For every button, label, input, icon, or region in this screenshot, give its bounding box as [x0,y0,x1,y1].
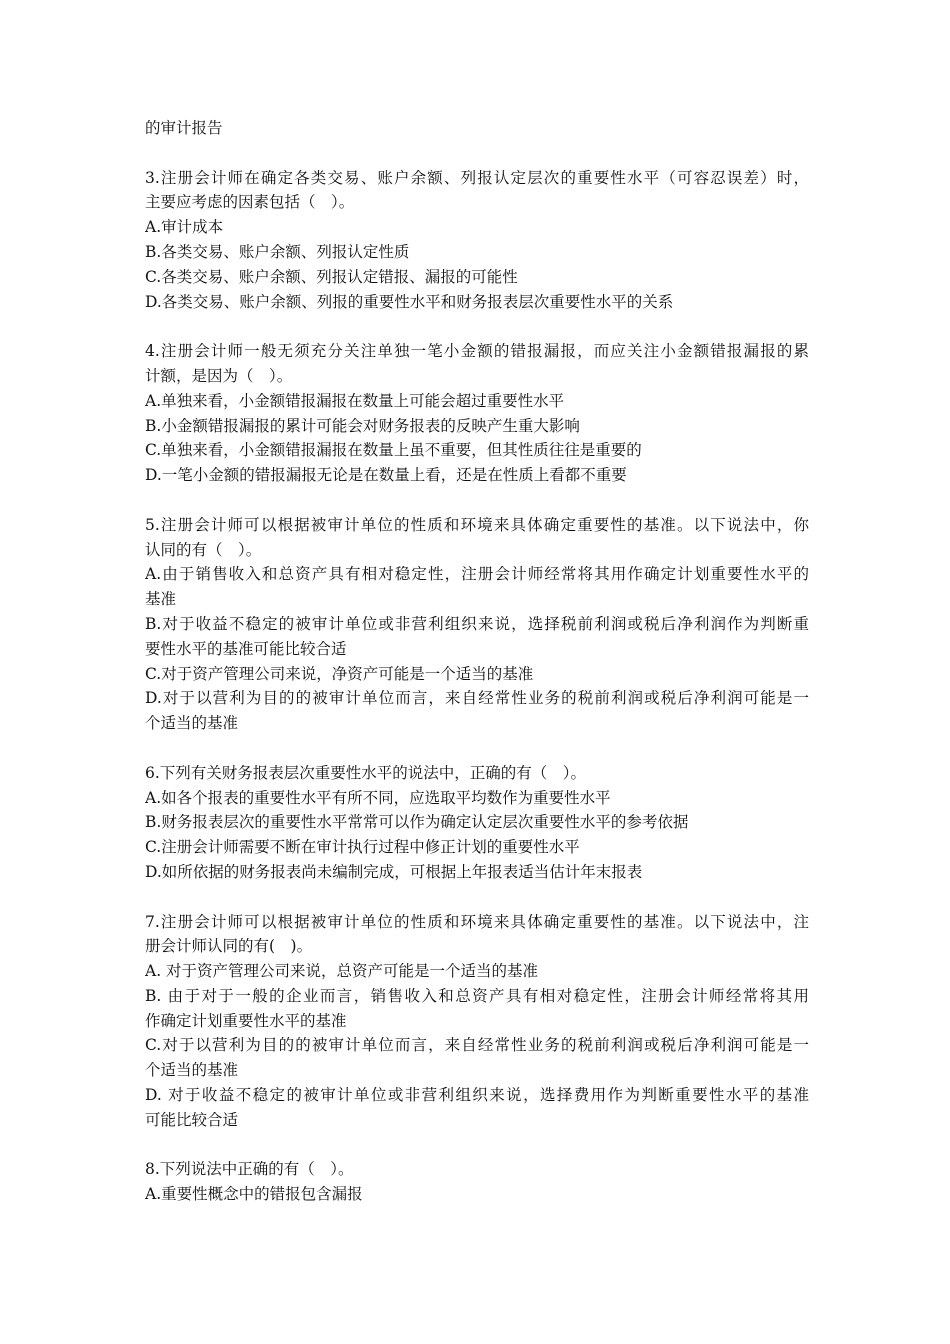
question-text-line: 要性水平的基准可能比较合适 [145,639,347,658]
question-text-line: A.重要性概念中的错报包含漏报 [145,1185,363,1204]
question-text-line: 个适当的基准 [145,1061,239,1080]
question-text-line: B.财务报表层次的重要性水平常常可以作为确定认定层次重要性水平的参考依据 [145,813,689,832]
paragraph-gap [145,736,809,761]
question-block [145,1157,809,1207]
question-block [145,339,809,488]
question-text-line: B.对于收益不稳定的被审计单位或非营利组织来说，选择税前利润或税后净利润作为判断重 [145,614,809,633]
question-text-line: A.由于销售收入和总资产具有相对稳定性，注册会计师经常将其用作确定计划重要性水平的 [145,565,809,584]
question-text-line: 册会计师认同的有( )。 [145,937,313,956]
document-body [145,116,809,1207]
question-stem-line: 6.下列有关财务报表层次重要性水平的说法中，正确的有（ ）。 [145,763,587,782]
question-text-line: 作确定计划重要性水平的基准 [145,1011,347,1030]
question-text-line: 计额，是因为（ ）。 [145,366,293,385]
question-text-line: C.各类交易、账户余额、列报认定错报、漏报的可能性 [145,267,518,286]
question-text-line: A.如各个报表的重要性水平有所不同，应选取平均数作为重要性水平 [145,788,611,807]
paragraph-gap [145,1133,809,1158]
paragraph-gap [145,141,809,166]
question-text-line: C.注册会计师需要不断在审计执行过程中修正计划的重要性水平 [145,838,580,857]
question-text-line: D.对于以营利为目的的被审计单位而言，来自经常性业务的税前利润或税后净利润可能是一 [145,689,809,708]
question-text-line: 个适当的基准 [145,714,239,733]
question-text-line: 主要应考虑的因素包括（ ）。 [145,193,355,212]
paragraph-gap [145,885,809,910]
question-text-line: 认同的有（ ）。 [145,540,262,559]
question-text-line: B.小金额错报漏报的累计可能会对财务报表的反映产生重大影响 [145,416,580,435]
question-text-line: D.如所依据的财务报表尚未编制完成，可根据上年报表适当估计年末报表 [145,862,643,881]
question-text-line: B. 由于对于一般的企业而言，销售收入和总资产具有相对稳定性，注册会计师经常将其用 [145,986,809,1005]
question-text-line: C.对于以营利为目的的被审计单位而言，来自经常性业务的税前利润或税后净利润可能是一 [145,1036,809,1055]
question-text-line: A. 对于资产管理公司来说，总资产可能是一个适当的基准 [145,962,539,981]
question-block [145,166,809,315]
question-text-line: D.各类交易、账户余额、列报的重要性水平和财务报表层次重要性水平的关系 [145,292,674,311]
question-text-line: 可能比较合适 [145,1110,239,1129]
question-stem-line: 8.下列说法中正确的有（ ）。 [145,1160,354,1179]
question-text-line: C.单独来看，小金额错报漏报在数量上虽不重要，但其性质往往是重要的 [145,441,642,460]
question-text-line: A.单独来看，小金额错报漏报在数量上可能会超过重要性水平 [145,391,565,410]
question-text-line: B.各类交易、账户余额、列报认定性质 [145,242,410,261]
question-text-line: 基准 [145,590,177,609]
question-text-line: D. 对于收益不稳定的被审计单位或非营利组织来说，选择费用作为判断重要性水平的基准 [145,1086,809,1105]
paragraph-gap [145,488,809,513]
question-text-line: D.一笔小金额的错报漏报无论是在数量上看，还是在性质上看都不重要 [145,466,627,485]
question-block [145,761,809,885]
question-stem-line: 4.注册会计师一般无须充分关注单独一笔小金额的错报漏报，而应关注小金额错报漏报的累 [145,342,809,361]
question-text-line: A.审计成本 [145,218,224,237]
question-stem-line: 3.注册会计师在确定各类交易、账户余额、列报认定层次的重要性水平（可容忍误差）时， [145,168,809,187]
question-block [145,910,809,1133]
lead-line: 的审计报告 [145,119,223,137]
question-block [145,513,809,736]
question-text-line: C.对于资产管理公司来说，净资产可能是一个适当的基准 [145,664,534,683]
question-stem-line: 7.注册会计师可以根据被审计单位的性质和环境来具体确定重要性的基准。以下说法中，注 [145,912,809,931]
question-stem-line: 5.注册会计师可以根据被审计单位的性质和环境来具体确定重要性的基准。以下说法中，你 [145,515,809,534]
paragraph-gap [145,314,809,339]
